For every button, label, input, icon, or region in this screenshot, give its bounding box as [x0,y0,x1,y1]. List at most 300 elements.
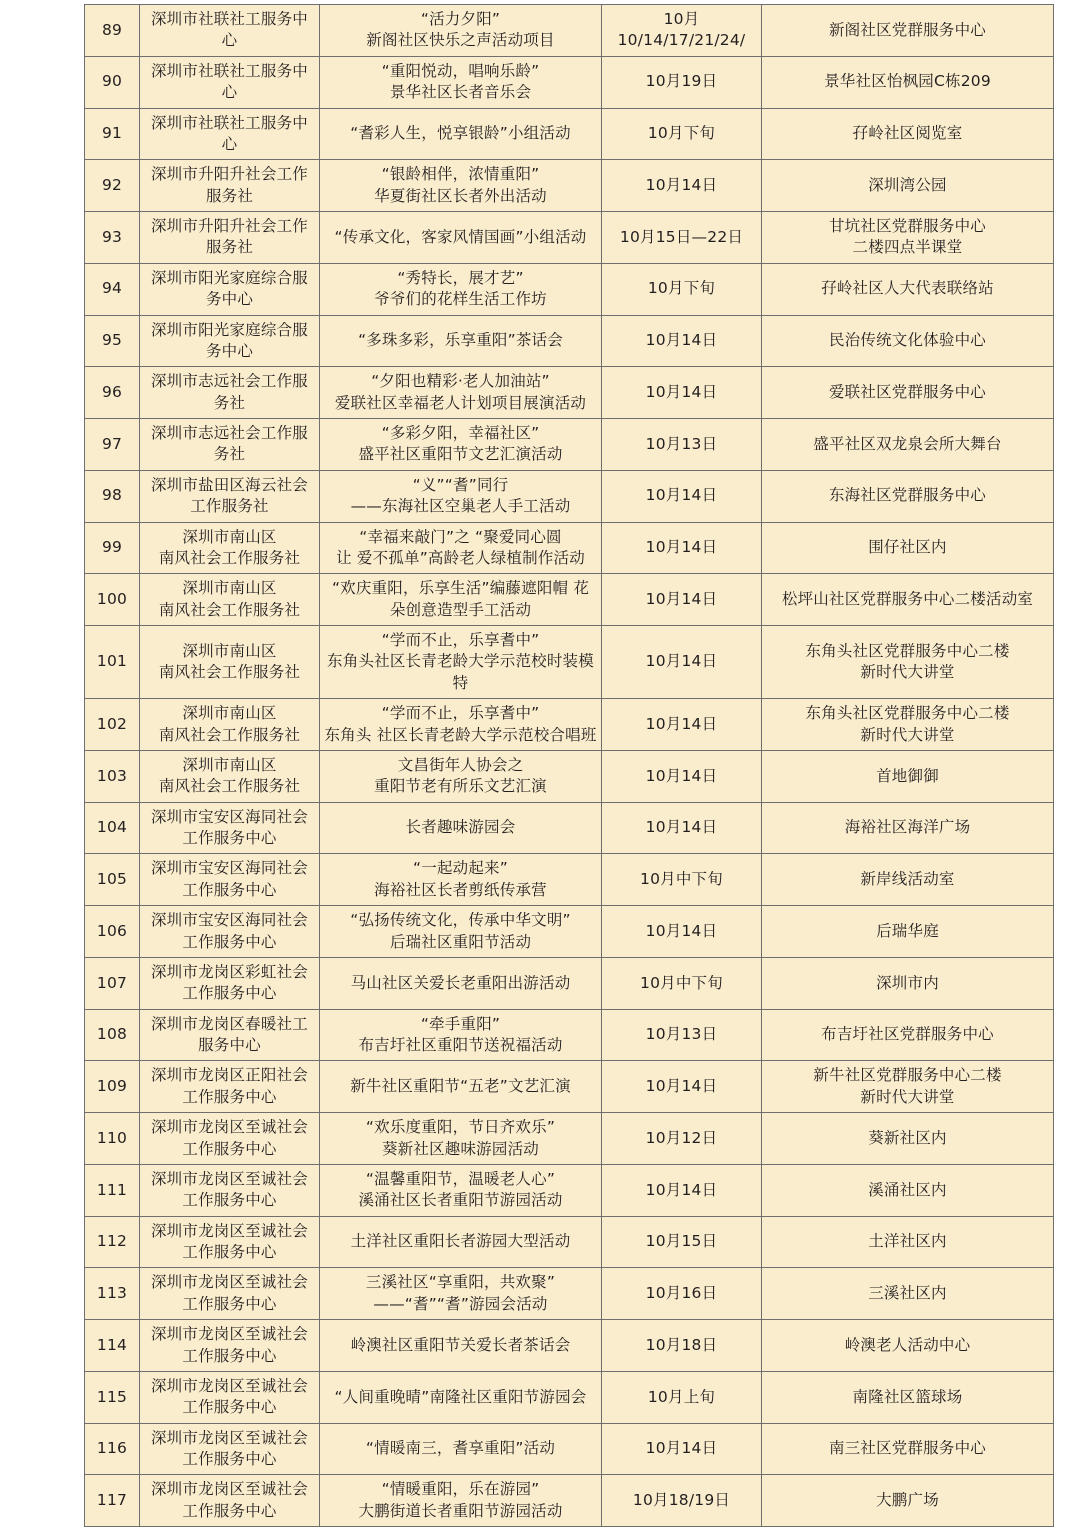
cell-activity-date [602,5,762,57]
cell-activity-place-line: 首地御御 [876,766,939,785]
table-row [85,699,1054,751]
cell-activity-date [602,802,762,854]
cell-activity-date [602,626,762,699]
cell-activity-name [320,854,602,906]
cell-organizer-line: 深圳市志远社会工作服 [150,372,308,391]
cell-organizer-line: 深圳市社联社工服务中 [150,113,308,132]
cell-activity-name [320,802,602,854]
cell-index: 111 [85,1164,140,1216]
cell-activity-date [602,957,762,1009]
cell-activity-date [602,1320,762,1372]
cell-activity-name [320,470,602,522]
cell-organizer [140,906,320,958]
cell-activity-place-line: 爱联社区党群服务中心 [828,382,986,401]
cell-activity-name-line: 朵创意造型手工活动 [389,600,532,619]
cell-activity-date [602,367,762,419]
cell-organizer-line: 深圳市南山区 [182,641,277,660]
cell-index: 105 [85,854,140,906]
cell-activity-date-line: 10月14日 [645,175,718,194]
cell-activity-name-line: 让 爱不孤单”高龄老人绿植制作活动 [336,548,585,567]
cell-index: 114 [85,1320,140,1372]
cell-activity-place [762,108,1054,160]
cell-activity-place-line: 布吉圩社区党群服务中心 [821,1025,994,1044]
cell-organizer-line: 深圳市南山区 [182,527,277,546]
cell-organizer [140,212,320,264]
cell-activity-place [762,470,1054,522]
cell-activity-date [602,470,762,522]
cell-activity-place [762,802,1054,854]
table-row [85,854,1054,906]
cell-activity-name-line: 后瑞社区重阳节活动 [389,932,532,951]
cell-activity-date-line: 10月14日 [645,652,718,671]
cell-activity-place [762,1113,1054,1165]
cell-activity-place [762,1268,1054,1320]
cell-activity-name-line: 华夏街社区长者外出活动 [374,186,547,205]
cell-activity-place [762,212,1054,264]
cell-activity-date-line: 10月14日 [645,486,718,505]
cell-activity-date [602,1113,762,1165]
cell-index: 90 [85,56,140,108]
cell-activity-place-line: 新牛社区党群服务中心二楼 [813,1066,1002,1085]
cell-index: 89 [85,5,140,57]
cell-organizer-line: 工作服务中心 [182,1243,277,1261]
table-row [85,160,1054,212]
table-row [85,1423,1054,1475]
cell-activity-date-line: 10月14日 [645,589,718,608]
cell-activity-place [762,263,1054,315]
cell-activity-name [320,1009,602,1061]
cell-index: 103 [85,750,140,802]
cell-activity-place-line: 南隆社区篮球场 [852,1387,963,1406]
cell-index: 99 [85,522,140,574]
cell-organizer-line: 工作服务中心 [182,1087,277,1106]
cell-activity-name-line: 文昌街年人协会之 [397,755,524,774]
cell-index: 101 [85,626,140,699]
cell-activity-place [762,367,1054,419]
table-row [85,56,1054,108]
cell-activity-name [320,160,602,212]
cell-activity-name [320,750,602,802]
cell-activity-name-line: 三溪社区“享重阳，共欢聚” [365,1273,556,1292]
cell-activity-name [320,522,602,574]
cell-index: 113 [85,1268,140,1320]
cell-activity-date [602,854,762,906]
cell-index: 94 [85,263,140,315]
cell-activity-date-line: 10月上旬 [647,1387,716,1406]
cell-organizer [140,1268,320,1320]
cell-organizer-line: 服务中心 [198,1036,261,1054]
cell-organizer [140,1061,320,1113]
cell-activity-name [320,1061,602,1113]
cell-activity-date-line: 10月 [663,10,700,28]
cell-index: 102 [85,699,140,751]
cell-activity-place-line: 甘坑社区党群服务中心 [828,217,986,235]
cell-activity-name-line: 长者趣味游园会 [405,818,516,837]
cell-organizer-line: 工作服务中心 [182,932,277,951]
cell-organizer-line: 深圳市龙岗区至诚社会 [150,1169,308,1188]
cell-organizer-line: 深圳市阳光家庭综合服 [150,320,308,339]
cell-activity-place-line: 南三社区党群服务中心 [828,1439,986,1458]
cell-activity-name [320,626,602,699]
cell-activity-date [602,1061,762,1113]
cell-activity-name-line: 东角头 社区长青老龄大学示范校合唱班 [324,725,597,744]
cell-activity-date [602,1216,762,1268]
cell-activity-name-line: ——“耆”“耆”游园会活动 [373,1294,548,1313]
cell-activity-place [762,522,1054,574]
cell-activity-name [320,108,602,160]
cell-activity-place-line: 东海社区党群服务中心 [828,486,986,505]
cell-organizer-line: 深圳市阳光家庭综合服 [150,268,308,287]
table-row [85,1371,1054,1423]
cell-activity-place [762,1320,1054,1372]
cell-organizer [140,626,320,699]
cell-activity-name-line: “幸福来敲门”之 “聚爱同心圆 [359,527,562,546]
cell-organizer [140,1475,320,1527]
cell-activity-name-line: “温馨重阳节，温暖老人心” [365,1169,556,1188]
cell-organizer-line: 深圳市宝安区海同社会 [150,807,308,826]
cell-activity-date [602,315,762,367]
cell-activity-place-line: 东角头社区党群服务中心二楼 [805,641,1010,660]
cell-activity-date-line: 10月14日 [645,538,718,557]
cell-index: 107 [85,957,140,1009]
cell-activity-name [320,1164,602,1216]
cell-activity-date-line: 10月14日 [645,382,718,401]
cell-organizer [140,160,320,212]
cell-activity-name-line: “学而不止，乐享耆中” [381,631,540,649]
cell-activity-place-line: 盛平社区双龙泉会所大舞台 [813,434,1002,453]
cell-organizer-line: 深圳市龙岗区正阳社会 [150,1066,308,1085]
cell-activity-place [762,1061,1054,1113]
cell-activity-place-line: 民治传统文化体验中心 [828,331,986,350]
cell-organizer-line: 务中心 [205,341,254,360]
cell-activity-place-line: 土洋社区内 [868,1232,947,1251]
cell-activity-name-line: 布吉圩社区重阳节送祝福活动 [358,1036,563,1054]
cell-activity-name [320,699,602,751]
cell-activity-name-line: 东角头社区长青老龄大学示范校时装模特 [327,652,594,692]
cell-activity-place [762,419,1054,471]
cell-activity-date [602,906,762,958]
cell-activity-date-line: 10月14日 [645,766,718,785]
cell-activity-name-line: “情暖重阳，乐在游园” [381,1480,540,1499]
cell-activity-name-line: 新牛社区重阳节“五老”文艺汇演 [350,1077,571,1096]
cell-activity-place [762,1009,1054,1061]
cell-activity-date-line: 10月14日 [645,1180,718,1199]
cell-index: 98 [85,470,140,522]
cell-activity-date-line: 10月12日 [645,1128,718,1147]
cell-activity-name [320,263,602,315]
cell-activity-place-line: 后瑞华庭 [876,921,939,940]
cell-activity-name [320,957,602,1009]
cell-activity-name-line: 重阳节老有所乐文艺汇演 [374,777,547,796]
cell-index: 95 [85,315,140,367]
table-row [85,108,1054,160]
cell-organizer [140,750,320,802]
cell-activity-name [320,1423,602,1475]
cell-activity-date-line: 10月14日 [645,714,718,733]
cell-organizer-line: 工作服务中心 [182,1346,277,1365]
cell-organizer-line: 深圳市龙岗区至诚社会 [150,1480,308,1499]
cell-index: 104 [85,802,140,854]
cell-activity-place-line: 孖岭社区阅览室 [852,124,963,143]
activity-table [84,4,1054,1527]
table-row [85,802,1054,854]
cell-activity-place [762,957,1054,1009]
table-row [85,470,1054,522]
cell-organizer-line: 工作服务中心 [182,880,277,899]
cell-organizer [140,1216,320,1268]
cell-activity-place-line: 孖岭社区人大代表联络站 [821,279,994,298]
cell-activity-name-line: 大鹏街道长者重阳节游园活动 [358,1501,563,1520]
cell-activity-name-line: “弘扬传统文化，传承中华文明” [350,911,571,930]
table-row [85,1475,1054,1527]
table-row [85,367,1054,419]
table-row [85,1216,1054,1268]
cell-activity-date [602,108,762,160]
cell-activity-name-line: 爷爷们的花样生活工作坊 [374,290,547,309]
cell-activity-name-line: “一起动起来” [413,859,508,878]
cell-activity-name [320,212,602,264]
cell-activity-place-line: 新岸线活动室 [860,870,955,889]
cell-activity-date [602,263,762,315]
cell-index: 108 [85,1009,140,1061]
cell-index: 116 [85,1423,140,1475]
cell-organizer-line: 深圳市南山区 [182,704,277,723]
cell-organizer-line: 深圳市龙岗区至诚社会 [150,1221,308,1240]
cell-activity-place [762,315,1054,367]
cell-organizer [140,315,320,367]
cell-activity-name [320,56,602,108]
cell-organizer [140,419,320,471]
cell-activity-date [602,1164,762,1216]
cell-organizer [140,1113,320,1165]
cell-organizer-line: 南风社会工作服务社 [158,725,301,744]
cell-activity-name [320,315,602,367]
cell-index: 117 [85,1475,140,1527]
cell-organizer-line: 深圳市龙岗区至诚社会 [150,1376,308,1395]
cell-activity-name [320,419,602,471]
cell-activity-name-line: “欢庆重阳，乐享生活”编藤遮阳帽 花 [331,579,590,598]
cell-activity-name-line: “耆彩人生，悦享银龄”小组活动 [350,124,571,143]
cell-organizer-line: 深圳市宝安区海同社会 [150,859,308,878]
cell-index: 109 [85,1061,140,1113]
cell-activity-date-line: 10月14日 [645,921,718,940]
cell-activity-name-line: 马山社区关爱长老重阳出游活动 [350,973,571,992]
cell-organizer-line: 深圳市社联社工服务中 [150,10,308,28]
cell-organizer-line: 务社 [213,445,246,464]
cell-organizer [140,470,320,522]
cell-activity-place-line: 松坪山社区党群服务中心二楼活动室 [781,589,1034,608]
cell-activity-date-line: 10月下旬 [647,279,716,298]
cell-index: 97 [85,419,140,471]
cell-activity-place-line: 岭澳老人活动中心 [844,1335,971,1354]
cell-organizer [140,699,320,751]
table-row [85,1061,1054,1113]
cell-activity-place-line: 新时代大讲堂 [860,1087,955,1106]
cell-activity-date [602,1268,762,1320]
cell-activity-date-line: 10月16日 [645,1284,718,1303]
cell-index: 93 [85,212,140,264]
cell-activity-place [762,854,1054,906]
cell-organizer-line: 深圳市志远社会工作服 [150,424,308,442]
cell-activity-name-line: “义”“耆”同行 [412,475,509,494]
cell-organizer [140,1423,320,1475]
table-row [85,906,1054,958]
cell-activity-place-line: 新阁社区党群服务中心 [828,20,986,39]
cell-activity-date-line: 10月13日 [645,1025,718,1044]
cell-activity-date-line: 10月14日 [645,1439,718,1458]
cell-organizer [140,1371,320,1423]
cell-activity-date-line: 10月中下旬 [640,870,723,889]
cell-activity-name-line: “牵手重阳” [420,1014,501,1033]
cell-organizer [140,854,320,906]
table-row [85,1320,1054,1372]
cell-activity-place-line: 围仔社区内 [868,538,947,557]
cell-activity-place-line: 新时代大讲堂 [860,663,955,682]
table-row [85,626,1054,699]
cell-activity-date-line: 10月18/19日 [632,1491,731,1510]
cell-activity-date [602,419,762,471]
cell-activity-name-line: 新阁社区快乐之声活动项目 [366,31,555,50]
cell-organizer [140,1164,320,1216]
cell-activity-name [320,574,602,626]
table-row [85,574,1054,626]
cell-activity-place [762,1423,1054,1475]
activity-table-body [85,5,1054,1527]
cell-activity-name-line: 景华社区长者音乐会 [389,83,532,102]
cell-organizer-line: 深圳市盐田区海云社会 [150,475,308,494]
cell-activity-name [320,1475,602,1527]
cell-organizer-line: 深圳市龙岗区至诚社会 [150,1325,308,1344]
cell-index: 92 [85,160,140,212]
cell-activity-name-line: “秀特长，展才艺” [397,268,524,287]
cell-activity-date [602,1423,762,1475]
table-row [85,957,1054,1009]
cell-activity-name [320,1320,602,1372]
cell-organizer-line: 南风社会工作服务社 [158,548,301,567]
table-row [85,1009,1054,1061]
cell-activity-name-line: 盛平社区重阳节文艺汇演活动 [358,445,563,464]
table-row [85,1268,1054,1320]
cell-organizer-line: 工作服务中心 [182,829,277,847]
cell-activity-date [602,574,762,626]
cell-activity-date-line: 10/14/17/21/24/ [617,31,746,50]
cell-index: 100 [85,574,140,626]
cell-organizer [140,802,320,854]
cell-activity-date-line: 10月15日—22日 [619,227,744,246]
cell-organizer-line: 工作服务中心 [182,1191,277,1210]
cell-organizer [140,957,320,1009]
cell-activity-date [602,56,762,108]
cell-activity-name-line: “传承文化，客家风情国画”小组活动 [334,227,587,246]
cell-organizer-line: 务中心 [205,290,254,309]
cell-organizer-line: 工作服务中心 [182,1139,277,1158]
cell-activity-date [602,1009,762,1061]
cell-activity-place [762,699,1054,751]
table-row [85,315,1054,367]
cell-organizer-line: 深圳市龙岗区彩虹社会 [150,962,308,981]
cell-activity-date-line: 10月14日 [645,331,718,350]
table-row [85,1164,1054,1216]
cell-activity-place-line: 二楼四点半课堂 [852,238,963,257]
cell-index: 115 [85,1371,140,1423]
cell-index: 112 [85,1216,140,1268]
cell-activity-date-line: 10月13日 [645,434,718,453]
cell-activity-date-line: 10月下旬 [647,124,716,143]
cell-activity-name-line: 爱联社区幸福老人计划项目展演活动 [334,393,587,412]
cell-organizer-line: 心 [221,83,238,102]
cell-activity-place-line: 深圳湾公园 [868,175,947,194]
cell-organizer [140,367,320,419]
table-row [85,5,1054,57]
cell-activity-place [762,1475,1054,1527]
cell-organizer-line: 南风社会工作服务社 [158,663,301,682]
cell-activity-name-line: “情暖南三，耆享重阳”活动 [365,1439,556,1458]
cell-activity-place-line: 东角头社区党群服务中心二楼 [805,704,1010,723]
cell-organizer [140,574,320,626]
cell-activity-name-line: ——东海社区空巢老人手工活动 [350,497,571,516]
cell-activity-name [320,367,602,419]
cell-organizer-line: 深圳市社联社工服务中 [150,61,308,80]
cell-activity-place-line: 溪涌社区内 [868,1180,947,1199]
cell-activity-name-line: “学而不止，乐享耆中” [381,704,540,723]
cell-organizer [140,263,320,315]
cell-activity-place-line: 葵新社区内 [868,1128,947,1147]
cell-organizer [140,108,320,160]
cell-organizer [140,1009,320,1061]
cell-activity-date [602,699,762,751]
cell-activity-place [762,5,1054,57]
cell-activity-name [320,1113,602,1165]
cell-activity-date-line: 10月中下旬 [640,973,723,992]
table-row [85,263,1054,315]
cell-activity-place [762,1371,1054,1423]
cell-activity-place-line: 新时代大讲堂 [860,725,955,744]
cell-activity-date [602,160,762,212]
cell-activity-place-line: 大鹏广场 [876,1491,939,1510]
cell-activity-place-line: 景华社区怡枫园C栋209 [824,72,991,91]
cell-organizer-line: 南风社会工作服务社 [158,600,301,619]
cell-organizer-line: 工作服务中心 [182,1450,277,1468]
cell-index: 110 [85,1113,140,1165]
cell-activity-name-line: “多彩夕阳，幸福社区” [381,424,540,442]
cell-organizer-line: 深圳市南山区 [182,579,277,598]
cell-organizer-line: 工作服务社 [190,497,269,516]
cell-activity-name-line: 海裕社区长者剪纸传承营 [374,880,547,899]
cell-organizer-line: 服务社 [205,186,254,205]
cell-activity-date-line: 10月14日 [645,1077,718,1096]
cell-activity-name-line: “银龄相伴，浓情重阳” [381,165,540,184]
cell-activity-date-line: 10月19日 [645,72,718,91]
cell-activity-date-line: 10月14日 [645,818,718,837]
cell-activity-name-line: “欢乐度重阳，节日齐欢乐” [365,1118,556,1137]
cell-organizer [140,5,320,57]
cell-activity-place [762,1216,1054,1268]
cell-organizer-line: 深圳市龙岗区春暖社工 [150,1014,308,1033]
cell-activity-date-line: 10月18日 [645,1335,718,1354]
cell-activity-place [762,750,1054,802]
cell-organizer-line: 工作服务中心 [182,1501,277,1520]
cell-organizer-line: 深圳市龙岗区至诚社会 [150,1273,308,1292]
cell-organizer-line: 深圳市龙岗区至诚社会 [150,1428,308,1447]
cell-activity-name-line: “活力夕阳” [420,10,501,28]
cell-organizer-line: 务社 [213,393,246,412]
cell-index: 91 [85,108,140,160]
cell-organizer-line: 深圳市南山区 [182,755,277,774]
cell-activity-place [762,160,1054,212]
cell-organizer-line: 服务社 [205,238,254,257]
cell-activity-place [762,56,1054,108]
cell-organizer-line: 工作服务中心 [182,1294,277,1313]
